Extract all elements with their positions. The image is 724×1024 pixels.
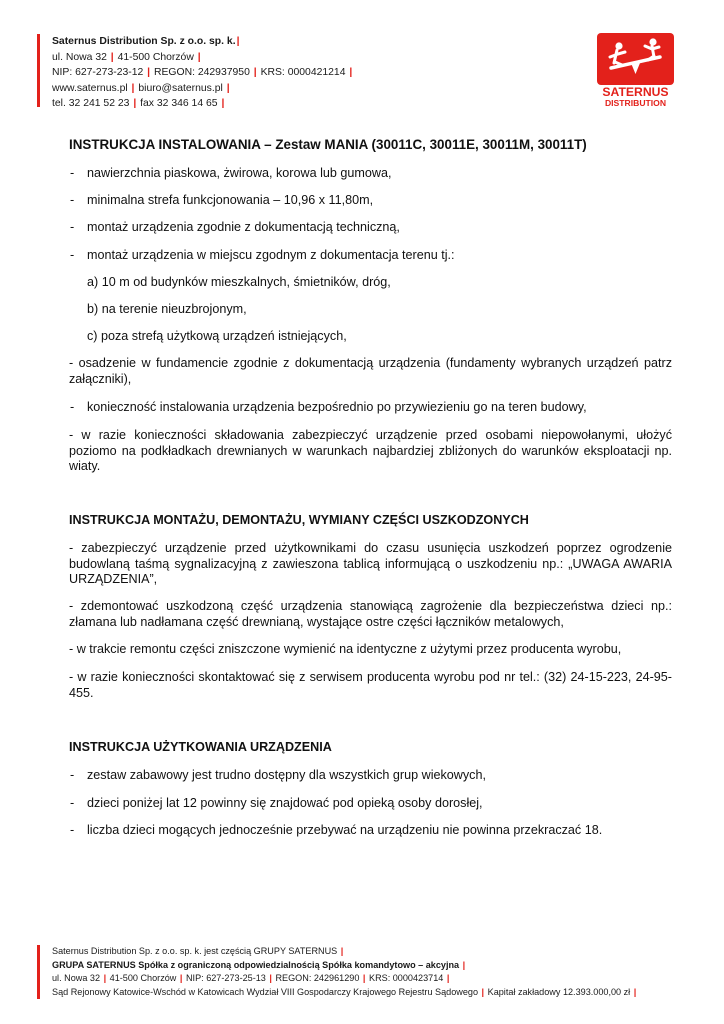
header-company-name: Saternus Distribution Sp. z o.o. sp. k. bbox=[52, 36, 236, 47]
usage-item-access: - zestaw zabawowy jest trudno dostępny dla wszystkich grup wiekowych, bbox=[69, 768, 672, 784]
assembly-item-replace: - w trakcie remontu części zniszczone wymienić na identyczne z użytymi przez producenta wyrobu, bbox=[69, 642, 622, 656]
footer-capital: Kapitał zakładowy 12.393.000,00 zł bbox=[487, 986, 631, 997]
header-nip: NIP: 627-273-23-12 bbox=[52, 67, 144, 79]
header-web-line: www.saternus.pl | biuro@saternus.pl | bbox=[52, 82, 230, 94]
install-item-immediate: - konieczność instalowania urządzenia bezpośrednio po przywiezieniu go na teren budowy, bbox=[69, 400, 672, 416]
usage-item-capacity: - liczba dzieci mogących jednocześnie przebywać na urządzeniu nie powinna przekraczać 18. bbox=[69, 823, 672, 839]
assembly-item-contact: - w razie konieczności skontaktować się z serwisem producenta wyrobu pod nr tel.: (32) 24-15-223, 24-95-455. bbox=[69, 670, 672, 700]
header-phone-line: tel. 32 241 52 23 | fax 32 346 14 65 | bbox=[52, 98, 225, 110]
footer-regon: REGON: 242961290 bbox=[275, 973, 360, 983]
install-item-foundation: - osadzenie w fundamencie zgodnie z dokumentacją urządzenia (fundamenty wybranych urządzeń patrz załączniki), bbox=[69, 356, 672, 386]
logo-text-saternus: SATERNUS bbox=[602, 85, 669, 99]
header-krs: KRS: 0000421214 bbox=[260, 67, 346, 79]
footer-line-group: Saternus Distribution Sp. z o.o. sp. k. jest częścią GRUPY SATERNUS | bbox=[52, 946, 344, 956]
install-subitem-unarmed: b) na terenie nieuzbrojonym, bbox=[87, 302, 247, 316]
logo-text-distribution: DISTRIBUTION bbox=[604, 98, 667, 108]
assembly-heading: INSTRUKCJA MONTAŻU, DEMONTAŻU, WYMIANY CZĘŚCI USZKODZONYCH bbox=[69, 513, 529, 527]
header-phone: tel. 32 241 52 23 bbox=[52, 98, 130, 110]
saternus-logo bbox=[597, 33, 674, 108]
header-regon: REGON: 242937950 bbox=[153, 67, 250, 79]
footer-city: 41-500 Chorzów bbox=[109, 973, 177, 983]
header-address-line: ul. Nowa 32 | 41-500 Chorzów | bbox=[52, 51, 201, 63]
header-website-link[interactable]: www.saternus.pl bbox=[52, 82, 128, 94]
install-subitem-zone: c) poza strefą użytkową urządzeń istniejących, bbox=[87, 329, 347, 343]
header-fax: fax 32 346 14 65 bbox=[140, 98, 218, 110]
footer-company-text: GRUPA SATERNUS Spółka z ograniczoną odpowiedzialnością Spółka komandytowo – akcyjna bbox=[52, 959, 460, 970]
footer-krs: KRS: 0000423714 bbox=[369, 973, 444, 983]
footer-court: Sąd Rejonowy Katowice-Wschód w Katowicach Wydział VIII Gospodarczy Krajowego Rejestru Sądowego bbox=[52, 986, 479, 997]
header-registry-line: NIP: 627-273-23-12 | REGON: 242937950 | KRS: 0000421214 | bbox=[52, 67, 353, 79]
header-company-line: Saternus Distribution Sp. z o.o. sp. k.| bbox=[52, 36, 240, 47]
install-item-location: - montaż urządzenia w miejscu zgodnym z dokumentacja terenu tj.: bbox=[69, 248, 672, 264]
install-item-zone: - minimalna strefa funkcjonowania – 10,96 x 11,80m, bbox=[69, 193, 672, 209]
header-accent-bar bbox=[37, 34, 40, 107]
footer-accent-bar bbox=[37, 945, 40, 999]
footer-line-court: Sąd Rejonowy Katowice-Wschód w Katowicach Wydział VIII Gospodarczy Krajowego Rejestru Sądowego | Kapitał zakładowy 12.393.000,00 zł | bbox=[52, 986, 637, 997]
footer-block bbox=[52, 945, 637, 999]
header-city: 41-500 Chorzów bbox=[117, 51, 194, 63]
usage-item-supervision: - dzieci poniżej lat 12 powinny się znajdować pod opieką osoby dorosłej, bbox=[69, 796, 672, 812]
header-email-link[interactable]: biuro@saternus.pl bbox=[138, 82, 223, 94]
header-street: ul. Nowa 32 bbox=[52, 51, 107, 63]
install-item-docs: - montaż urządzenia zgodnie z dokumentacją techniczną, bbox=[69, 220, 672, 236]
assembly-item-dismantle: - zdemontować uszkodzoną część urządzenia stanowiącą zagrożenie dla bezpieczeństwa dzieci np.: złamana lub nadłamana część drewnianą, wystające ostre części łączników metalowych, bbox=[69, 599, 672, 629]
footer-group-text: Saternus Distribution Sp. z o.o. sp. k. jest częścią GRUPY SATERNUS bbox=[52, 946, 338, 956]
install-item-storage: - w razie konieczności składowania zabezpieczyć urządzenie przed osobami niepowołanymi, ułożyć poziomo na podkładkach drewnianych w warunkach najbardziej zbliżonych do warunków eksploatacji np. wiaty. bbox=[69, 428, 672, 474]
header-contact-block bbox=[52, 34, 353, 112]
document-title: INSTRUKCJA INSTALOWANIA – Zestaw MANIA (30011C, 30011E, 30011M, 30011T) bbox=[69, 137, 587, 152]
footer-street: ul. Nowa 32 bbox=[52, 973, 101, 983]
usage-heading: INSTRUKCJA UŻYTKOWANIA URZĄDZENIA bbox=[69, 740, 332, 754]
install-subitem-distance: a) 10 m od budynków mieszkalnych, śmietników, dróg, bbox=[87, 275, 391, 289]
logo-badge bbox=[597, 33, 674, 85]
footer-line-company: GRUPA SATERNUS Spółka z ograniczoną odpowiedzialnością Spółka komandytowo – akcyjna | bbox=[52, 959, 466, 970]
install-item-surface: - nawierzchnia piaskowa, żwirowa, korowa lub gumowa, bbox=[69, 166, 672, 182]
footer-line-address: ul. Nowa 32 | 41-500 Chorzów | NIP: 627-273-25-13 | REGON: 242961290 | KRS: 0000423714 | bbox=[52, 973, 450, 983]
footer-nip: NIP: 627-273-25-13 bbox=[185, 973, 266, 983]
assembly-item-secure: - zabezpieczyć urządzenie przed użytkownikami do czasu usunięcia uszkodzeń poprzez ogrodzenie budowlaną taśmą sygnalizacyjną z zawieszona tablicą informującą o uszkodzeniu np.: „UWAGA AWARIA URZĄDZENIA”, bbox=[69, 541, 672, 587]
